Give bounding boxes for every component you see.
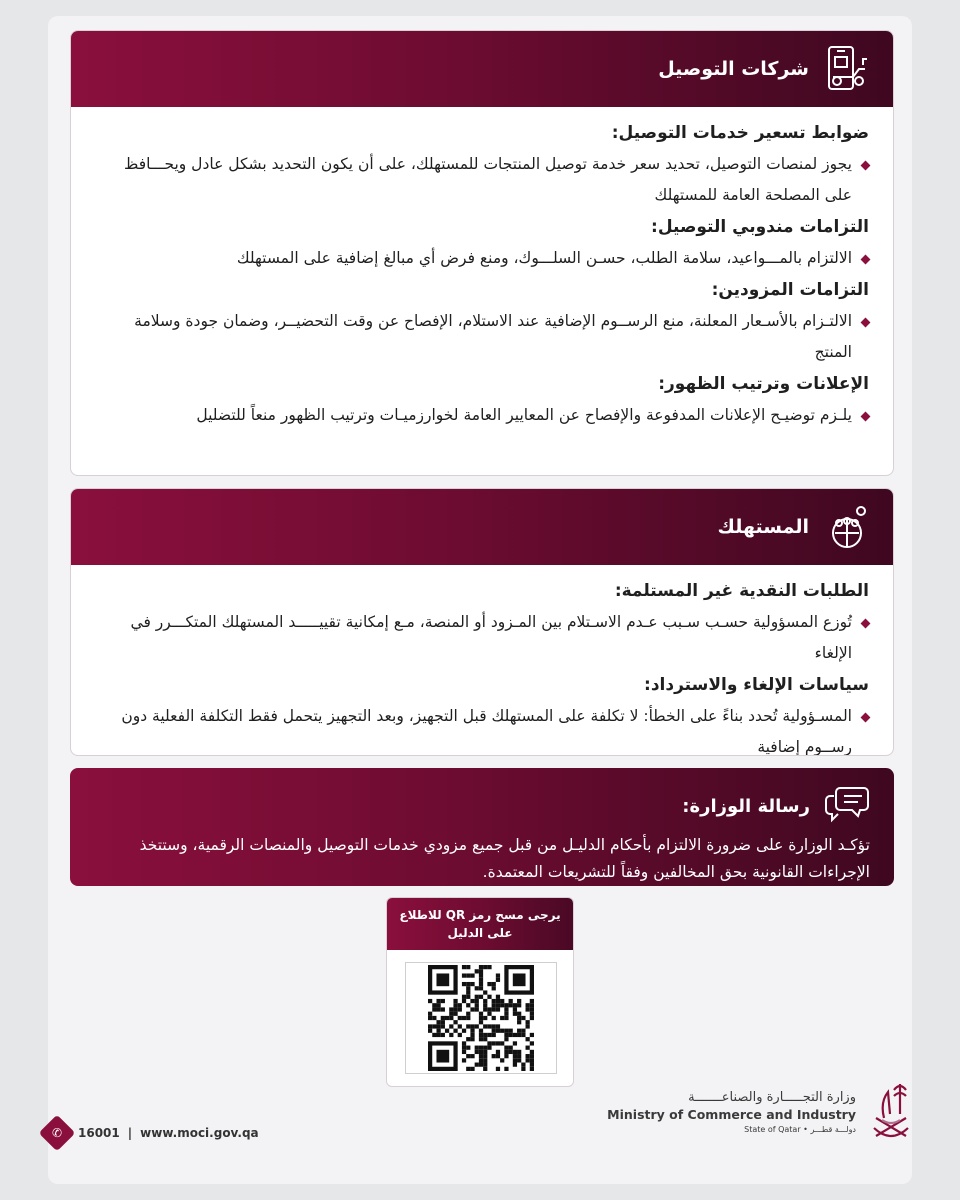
list-item: [93, 243, 869, 274]
bullet-diamond-icon: [861, 161, 871, 171]
bullet-text: يلـزم توضيـح الإعلانات المدفوعة والإفصاح عن المعايير العامة لخوارزميـات وترتيب الظهور منعاً للتضليل: [196, 406, 852, 424]
bullet-text: يجوز لمنصات التوصيل، تحديد سعر خدمة توصيل المنتجات للمستهلك، على أن يكون التحديد بشكل عادل ويحـــافظ على المصلحة العامة للمستهلك: [123, 155, 852, 204]
section-title: ضوابط تسعير خدمات التوصيل:: [611, 123, 869, 143]
ministry-name-arabic: وزارة التجـــــارة والصناعـــــــة: [688, 1090, 856, 1105]
list-item: [93, 400, 869, 431]
phone-number[interactable]: 16001: [78, 1126, 120, 1140]
cancellation-section: [93, 675, 869, 756]
bullet-diamond-icon: [861, 318, 871, 328]
section-title: الطلبات النقدية غير المستلمة:: [614, 581, 869, 601]
bullet-text: تُوزع المسؤولية حسـب سـبب عـدم الاسـتلام بين المـزود أو المنصة، مـع إمكانية تقييـــــد المستهلك المتكـــرر في الإلغاء: [130, 613, 852, 662]
delivery-scooter-phone-icon: [823, 45, 871, 93]
logo-text: [607, 1090, 856, 1134]
separator: |: [127, 1126, 133, 1140]
ministry-name-english: Ministry of Commerce and Industry: [607, 1107, 856, 1122]
qr-code-icon[interactable]: [405, 962, 557, 1074]
phone-icon[interactable]: ✆: [39, 1115, 76, 1152]
delivery-card-body: [71, 107, 893, 447]
section-title: الإعلانات وترتيب الظهور:: [658, 374, 869, 394]
message-header: [92, 784, 870, 828]
section-title: التزامات المزودين:: [711, 280, 869, 300]
list-item: [93, 607, 869, 669]
message-title: رسالة الوزارة:: [682, 795, 810, 817]
consumer-card: [70, 488, 894, 756]
list-item: [93, 306, 869, 368]
cash-orders-section: [93, 581, 869, 669]
bullet-text: المسـؤولية تُحدد بناءً على الخطأ: لا تكلفة على المستهلك قبل التجهيز، وبعد التجهيز يتحمل فقط التكلفة الفعلية دون رســوم إضافية: [121, 707, 852, 756]
delivery-card-header: [71, 31, 893, 107]
qr-card: [386, 897, 574, 1087]
pricing-section: [93, 123, 869, 211]
ministry-logo: [607, 1078, 916, 1146]
bullet-diamond-icon: [861, 412, 871, 422]
bullet-diamond-icon: [861, 713, 871, 723]
website-link[interactable]: www.moci.gov.qa: [140, 1126, 259, 1140]
section-title: التزامات مندوبي التوصيل:: [651, 217, 869, 237]
consumer-card-title: المستهلك: [717, 516, 809, 538]
delivery-card-title: شركات التوصيل: [658, 58, 809, 80]
consumers-globe-gear-icon: [823, 503, 871, 551]
bullet-text: الالتزام بالمـــواعيد، سلامة الطلب، حسـن السلـــوك، ومنع فرض أي مبالغ إضافية على المستهلك: [236, 249, 852, 267]
bullet-diamond-icon: [861, 255, 871, 265]
bullet-diamond-icon: [861, 619, 871, 629]
state-name: State of Qatar • دولـــة قطـــر: [744, 1125, 856, 1134]
ministry-message-banner: [70, 768, 894, 886]
message-text: تؤكـد الوزارة على ضرورة الالتزام بأحكام الدليـل من قبل جميع مزودي خدمات التوصيل والمنصات الرقمية، وستتخذ الإجراءات القانونية بحق المخالفين وفقاً للتشريعات المعتمدة.: [139, 836, 870, 881]
bullet-text: الالتـزام بالأسـعار المعلنة، منع الرســوم الإضافية عند الاستلام، الإفصاح عن وقت التحضيــر، وضمان جودة وسلامة المنتج: [134, 312, 852, 361]
consumer-card-header: [71, 489, 893, 565]
qatar-emblem-icon: [866, 1078, 916, 1146]
chat-bubbles-icon: [824, 784, 870, 828]
qr-caption: يرجى مسح رمز QR للاطلاع على الدليل: [387, 898, 573, 950]
consumer-card-body: [71, 565, 893, 756]
delivery-companies-card: [70, 30, 894, 476]
providers-section: [93, 280, 869, 368]
list-item: [93, 149, 869, 211]
couriers-section: [93, 217, 869, 274]
contact-info: [44, 1120, 259, 1146]
ads-section: [93, 374, 869, 431]
section-title: سياسات الإلغاء والاسترداد:: [644, 675, 869, 695]
list-item: [93, 701, 869, 756]
